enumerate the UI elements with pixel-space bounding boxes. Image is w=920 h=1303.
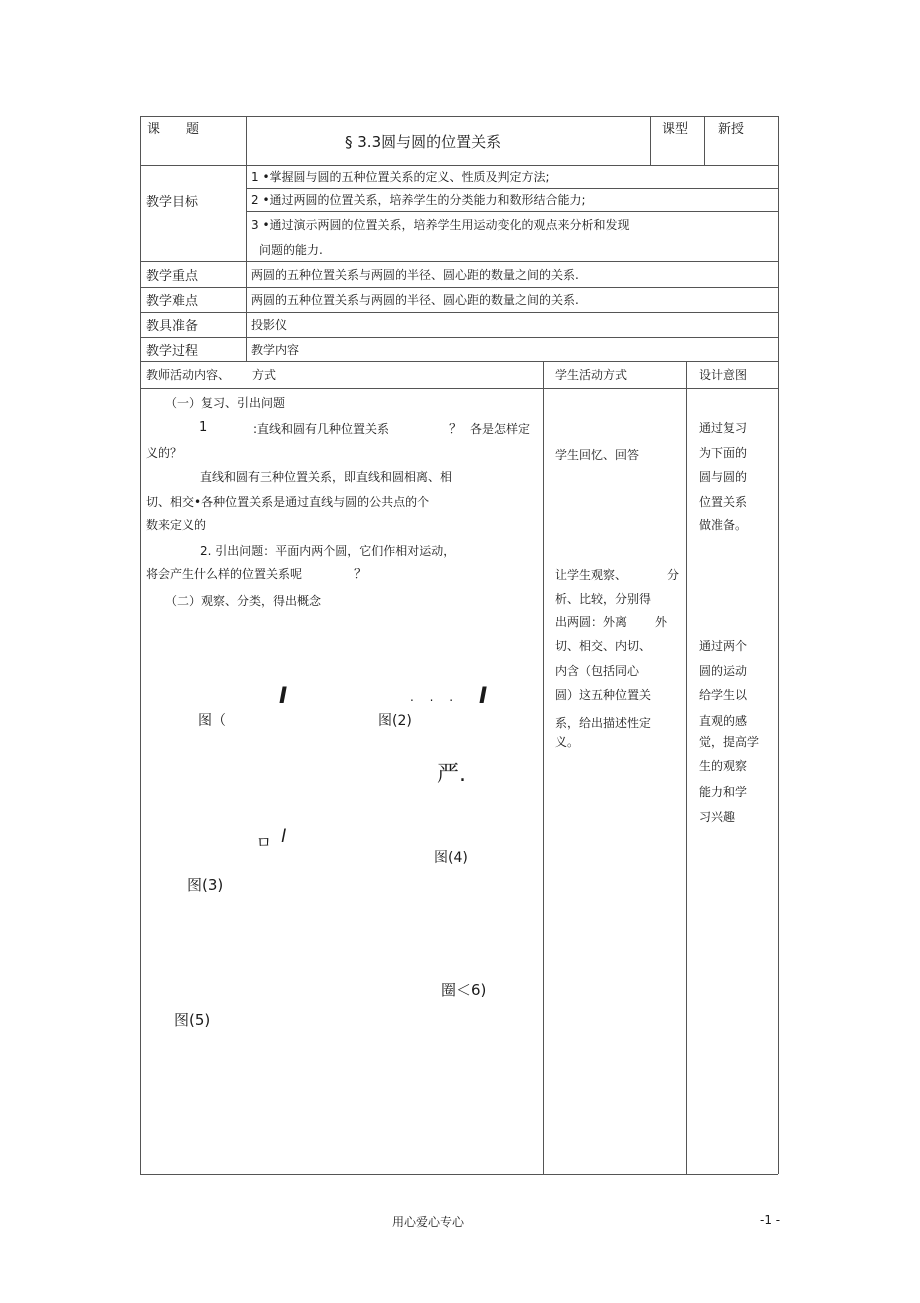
section-heading: （一）复习、引出问题 xyxy=(165,396,286,410)
intent-line: 觉，提高学 xyxy=(699,735,760,749)
intent-line: 圆与圆的 xyxy=(699,470,748,484)
figure-artifact: l xyxy=(281,826,287,847)
student-activity: 切、相交、内切、 xyxy=(555,639,652,653)
question-text: :直线和圆有几种位置关系 xyxy=(253,422,390,436)
paragraph-line: 切、相交•各种位置关系是通过直线与圆的公共点的个 xyxy=(146,495,430,509)
figure-artifact: I xyxy=(479,684,488,709)
tools-label: 教具准备 xyxy=(146,319,199,334)
objective-item: 1 •掌握圆与圆的五种位置关系的定义、性质及判定方法; xyxy=(251,170,550,184)
figure-artifact: I xyxy=(279,684,288,709)
figure-label: 图(4) xyxy=(434,850,468,866)
student-activity: 系，给出描述性定 xyxy=(555,716,652,730)
student-activity: 出两圆：外离 xyxy=(555,615,628,629)
process-value: 教学内容 xyxy=(251,343,300,357)
intent-line: 为下面的 xyxy=(699,446,748,460)
figure-label: 图(5) xyxy=(174,1011,211,1029)
intent-line: 能力和学 xyxy=(699,785,748,799)
footer-slogan: 用心爱心专心 xyxy=(392,1215,465,1229)
paragraph-line: 直线和圆有三种位置关系，即直线和圆相离、相 xyxy=(200,470,453,484)
intent-line: 位置关系 xyxy=(699,495,748,509)
student-activity: 分 xyxy=(667,568,680,582)
figure-artifact: . . . xyxy=(410,690,460,704)
figure-label: 图(3) xyxy=(187,876,224,894)
process-label: 教学过程 xyxy=(146,344,199,359)
type-label: 课型 xyxy=(662,122,689,137)
intent-line: 做准备。 xyxy=(699,518,748,532)
type-value: 新授 xyxy=(718,122,745,137)
page-title: § 3.3圆与圆的位置关系 xyxy=(345,133,502,151)
question-mark: ？ xyxy=(449,422,463,437)
student-column-header: 学生活动方式 xyxy=(555,368,628,382)
paragraph-line: 2. 引出问题：平面内两个圆，它们作相对运动， xyxy=(200,544,456,558)
figure-label: 图（ xyxy=(198,713,226,729)
intent-column-header: 设计意图 xyxy=(699,368,748,382)
topic-label: 课 题 xyxy=(147,122,200,137)
method-column-header: 方式 xyxy=(252,368,277,382)
figure-label: 圈＜6) xyxy=(441,981,487,999)
student-activity: 圆）这五种位置关 xyxy=(555,688,652,702)
difficulty-value: 两圆的五种位置关系与两圆的半径、圆心距的数量之间的关系. xyxy=(251,293,579,307)
question-mark: ？ xyxy=(354,567,368,582)
figure-artifact: ㅁ xyxy=(256,833,272,852)
question-number: 1 xyxy=(199,420,208,435)
objective-item: 问题的能力. xyxy=(259,243,323,257)
intent-line: 生的观察 xyxy=(699,759,748,773)
intent-line: 直观的感 xyxy=(699,714,748,728)
intent-line: 给学生以 xyxy=(699,688,748,702)
difficulty-label: 教学难点 xyxy=(146,294,199,309)
student-activity: 学生回忆、回答 xyxy=(555,448,640,462)
intent-line: 通过复习 xyxy=(699,421,748,435)
tools-value: 投影仪 xyxy=(251,318,288,332)
figure-artifact: 严. xyxy=(437,762,466,787)
intent-line: 通过两个 xyxy=(699,639,748,653)
figure-label: 图(2) xyxy=(378,713,412,729)
objective-item: 3 •通过演示两圆的位置关系，培养学生用运动变化的观点来分析和发现 xyxy=(251,218,630,232)
question-text: 各是怎样定 xyxy=(470,422,531,436)
student-activity: 外 xyxy=(655,615,668,629)
objectives-label: 教学目标 xyxy=(146,195,199,210)
paragraph-line: 数来定义的 xyxy=(146,518,207,532)
key-point-label: 教学重点 xyxy=(146,269,199,284)
student-activity: 内含（包括同心 xyxy=(555,664,640,678)
intent-line: 圆的运动 xyxy=(699,664,748,678)
question-text: 义的？ xyxy=(146,446,183,460)
section-heading: （二）观察、分类，得出概念 xyxy=(165,594,322,608)
student-activity: 义。 xyxy=(555,735,580,749)
key-point-value: 两圆的五种位置关系与两圆的半径、圆心距的数量之间的关系. xyxy=(251,268,579,282)
page-number: -1 - xyxy=(760,1213,781,1227)
objective-item: 2 •通过两圆的位置关系，培养学生的分类能力和数形结合能力; xyxy=(251,193,586,207)
paragraph-line: 将会产生什么样的位置关系呢 xyxy=(146,567,303,581)
student-activity: 让学生观察、 xyxy=(555,568,628,582)
student-activity: 析、比较，分别得 xyxy=(555,592,652,606)
intent-line: 习兴趣 xyxy=(699,810,736,824)
teacher-column-header: 教师活动内容、 xyxy=(146,368,231,382)
